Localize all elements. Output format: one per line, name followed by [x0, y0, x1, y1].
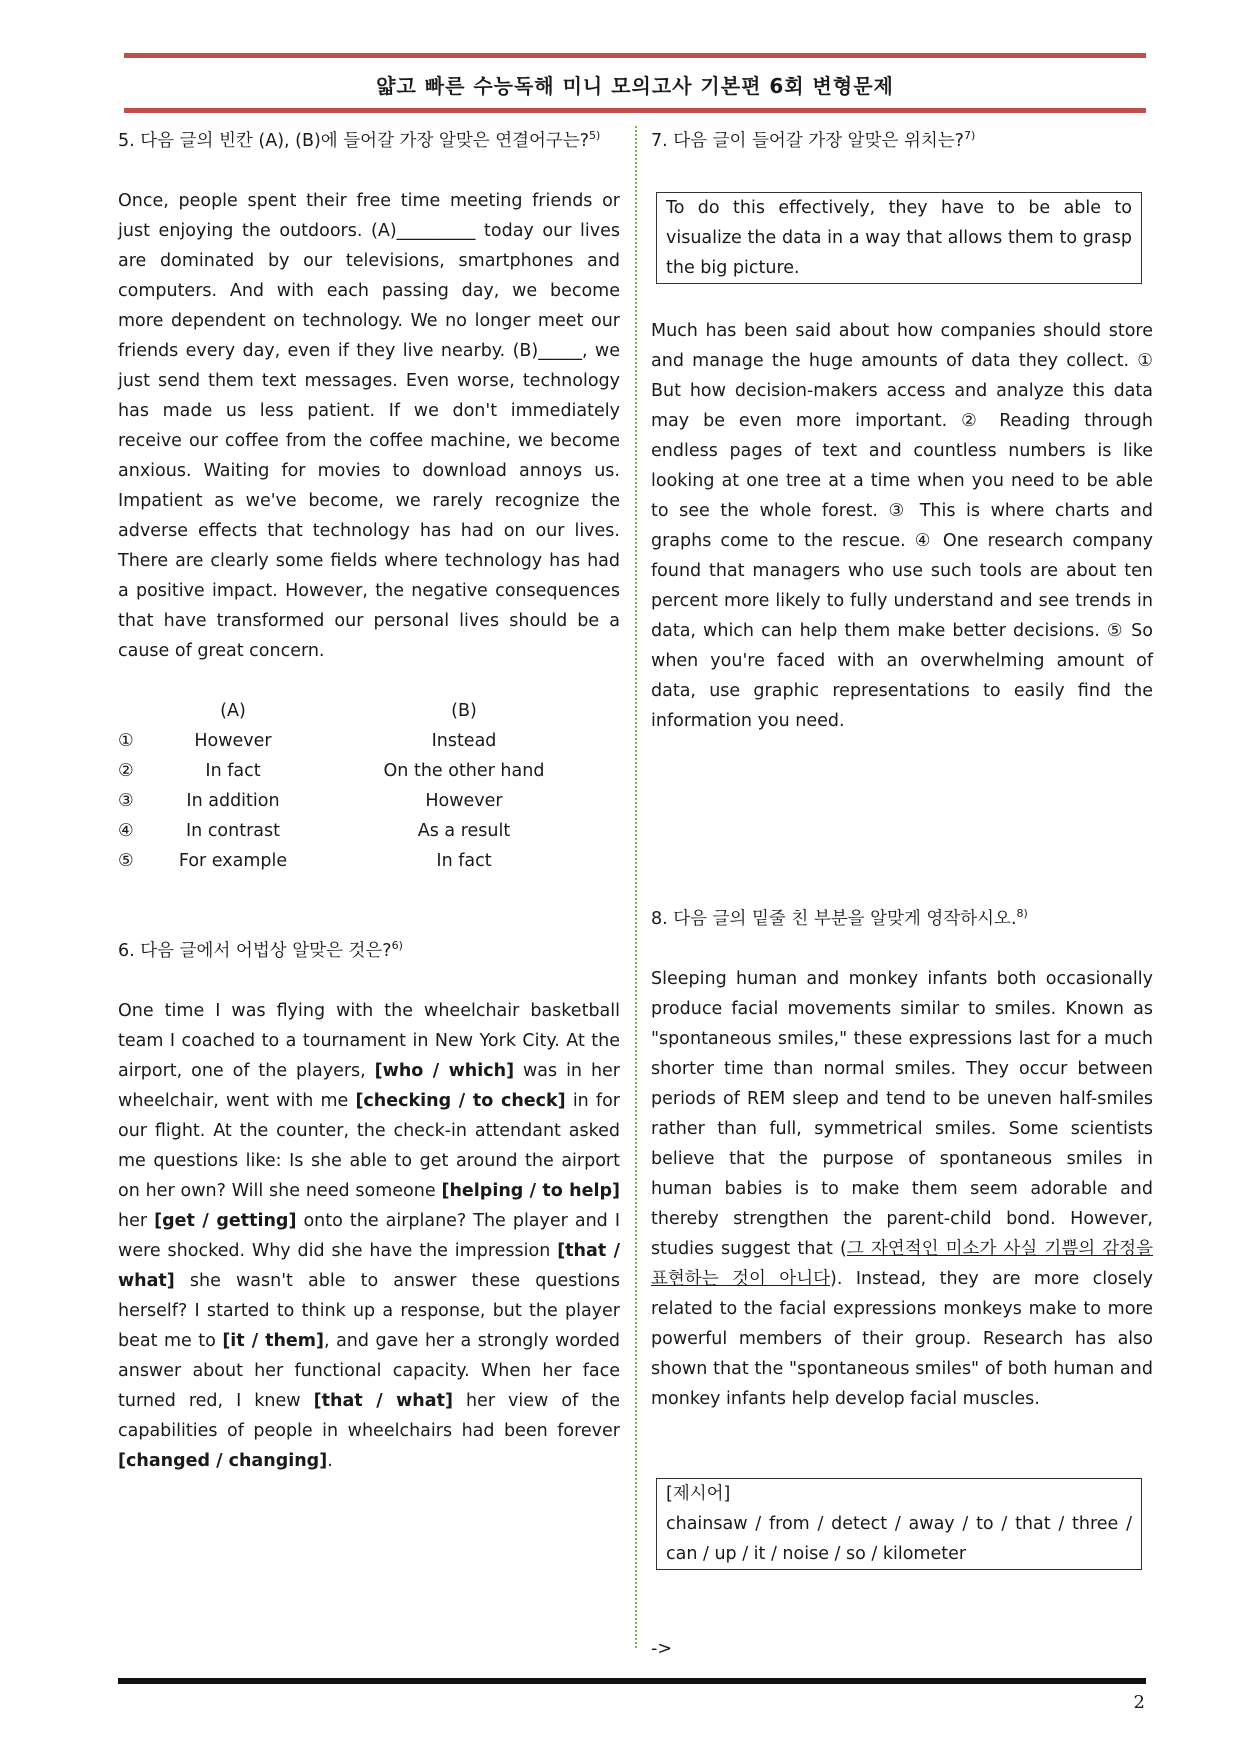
choice-b: As a result [417, 821, 511, 841]
q7-passage: Much has been said about how companies should store and manage the huge amounts of data they collect. ① But how decision-makers access and analyze this data may be even more important. ② Reading through endless pages of text and countless numbers is like looking at one tree at a time when you need to be able to see the whole forest. ③ This is where charts and graphs come to the rescue. ④ One research company found that managers who use such tools are about ten percent more likely to fully understand and see trends in data, which can help them make better decisions. ⑤ So when you're faced with an overwhelming amount of data, use graphic representations to easily find the information you need. [651, 321, 1153, 731]
q6-option-who-which: [who / which] [374, 1061, 515, 1081]
right-column [651, 126, 1153, 1659]
choice-b: In fact [436, 851, 492, 871]
q8-underlined-part: 그 자연적인 미소가 사실 기쁨의 감정을 표현하는 것이 아니다 [651, 1239, 1153, 1289]
q5-footnote: 5) [589, 129, 601, 143]
q5-title-text: 다음 글의 빈칸 (A), (B)에 들어갈 가장 알맞은 연결어구는? [140, 131, 590, 151]
q8-hint-words: chainsaw / from / detect / away / to / that / three / can / up / it / noise / so / kilometer [666, 1514, 1132, 1564]
choice-a: For example [178, 851, 288, 871]
q6-text: she wasn't able to answer these questions herself? I started to think up a response, but the player beat me to [118, 1271, 620, 1351]
q6-option-that-what-2: [that / what] [313, 1391, 453, 1411]
column-divider [635, 126, 637, 1648]
q7-number: 7. [651, 131, 668, 151]
q8-hint-label: [제시어] [666, 1484, 731, 1504]
choice-b: However [425, 791, 503, 811]
q5-header-a: (A) [220, 701, 246, 721]
q5-passage: Once, people spent their free time meeting friends or just enjoying the outdoors. (A)_________ today our lives are dominated by our televisions, smartphones and computers. And with each passing day, we become more dependent on technology. We no longer meet our friends every day, even if they live nearby. (B)_____, we just send them text messages. Even worse, technology has made us less patient. If we don't immediately receive our coffee from the coffee machine, we become anxious. Waiting for movies to download annoys us. Impatient as we've become, we rarely recognize the adverse effects that technology has had on our lives. There are clearly some fields where technology has had a positive impact. However, the negative consequences that have transformed our personal lives should be a cause of great concern. [118, 191, 620, 661]
q5-number: 5. [118, 131, 135, 151]
header-top-rule [124, 53, 1146, 58]
q6-text: her view of the capabilities of people in wheelchairs had been forever [118, 1391, 620, 1441]
q5-choices [118, 696, 620, 876]
choice-number: ⑤ [118, 851, 134, 871]
choice-number: ④ [118, 821, 134, 841]
q7-given-sentence: To do this effectively, they have to be able to visualize the data in a way that allows them to grasp the big picture. [666, 198, 1132, 278]
q6-text: . [327, 1451, 333, 1471]
q6-option-it-them: [it / them] [222, 1331, 325, 1351]
footer-rule [118, 1678, 1146, 1684]
q5-choice-1[interactable] [118, 726, 620, 756]
q8-number: 8. [651, 909, 668, 929]
q5-choice-5[interactable] [118, 846, 620, 876]
choice-a: In addition [186, 791, 280, 811]
choice-number: ② [118, 761, 134, 781]
q8-footnote: 8) [1016, 907, 1028, 921]
q6-option-that-what-1: [that / what] [118, 1241, 620, 1291]
choice-number: ③ [118, 791, 134, 811]
q6-text: One time I was flying with the wheelchair basketball team I coached to a tournament in New York City. At the airport, one of the players, [118, 1001, 620, 1081]
q6-passage [118, 996, 620, 1476]
q5-choice-3[interactable] [118, 786, 620, 816]
q5-header-b: (B) [451, 701, 477, 721]
choice-a: In contrast [186, 821, 280, 841]
q7-given-sentence-box [656, 192, 1142, 284]
q8-text: Sleeping human and monkey infants both occasionally produce facial movements similar to smiles. Known as "spontaneous smiles," these expressions last for a much shorter time than normal smiles. They occur between periods of REM sleep and tend to be uneven half-smiles rather than full, symmetrical smiles. Some scientists believe that the purpose of spontaneous smiles in human babies is to make them seem adorable and thereby strengthen the parent-child bond. However, studies suggest that ( [651, 969, 1153, 1259]
q5-choice-4[interactable] [118, 816, 620, 846]
q6-number: 6. [118, 941, 135, 961]
q8-title-text: 다음 글의 밑줄 친 부분을 알맞게 영작하시오. [673, 909, 1017, 929]
q8-answer-arrow[interactable]: -> [651, 1639, 672, 1659]
q8-passage [651, 964, 1153, 1414]
q8-hint-box [656, 1478, 1142, 1570]
choice-b: Instead [431, 731, 497, 751]
q7-title [651, 126, 1153, 156]
q6-text: her [118, 1211, 155, 1231]
choice-a: In fact [205, 761, 261, 781]
q6-option-helping-to-help: [helping / to help] [441, 1181, 621, 1201]
left-column [118, 126, 620, 1476]
q8-text: ). Instead, they are more closely related to the facial expressions monkeys make to more powerful members of their group. Research has also shown that the "spontaneous smiles" of both human and monkey infants help develop facial muscles. [651, 1269, 1153, 1409]
q5-title [118, 126, 620, 156]
q5-choice-2[interactable] [118, 756, 620, 786]
header-bottom-rule [124, 108, 1146, 113]
q6-text: in for our flight. At the counter, the check-in attendant asked me questions like: Is she able to get around the airport on her own? Will she need someone [118, 1091, 620, 1201]
q6-option-get-getting: [get / getting] [154, 1211, 297, 1231]
choice-b: On the other hand [383, 761, 545, 781]
page-title: 얇고 빠른 수능독해 미니 모의고사 기본편 6회 변형문제 [376, 74, 894, 98]
q6-text: , and gave her a strongly worded answer about her functional capacity. When her face turned red, I knew [118, 1331, 620, 1411]
q6-option-changed-changing: [changed / changing] [118, 1451, 328, 1471]
q6-title [118, 936, 620, 966]
choice-number: ① [118, 731, 134, 751]
page-number: 2 [1133, 1692, 1145, 1713]
q5-choice-header [118, 696, 620, 726]
q7-footnote: 7) [963, 129, 976, 143]
choice-a: However [194, 731, 272, 751]
q8-title [651, 904, 1153, 934]
q6-text: was in her wheelchair, went with me [118, 1061, 621, 1111]
q6-title-text: 다음 글에서 어법상 알맞은 것은? [140, 941, 392, 961]
q7-title-text: 다음 글이 들어갈 가장 알맞은 위치는? [673, 131, 964, 151]
q6-option-checking-to-check: [checking / to check] [355, 1091, 566, 1111]
q6-text: onto the airplane? The player and I were shocked. Why did she have the impression [118, 1211, 620, 1261]
q6-footnote: 6) [391, 939, 403, 953]
